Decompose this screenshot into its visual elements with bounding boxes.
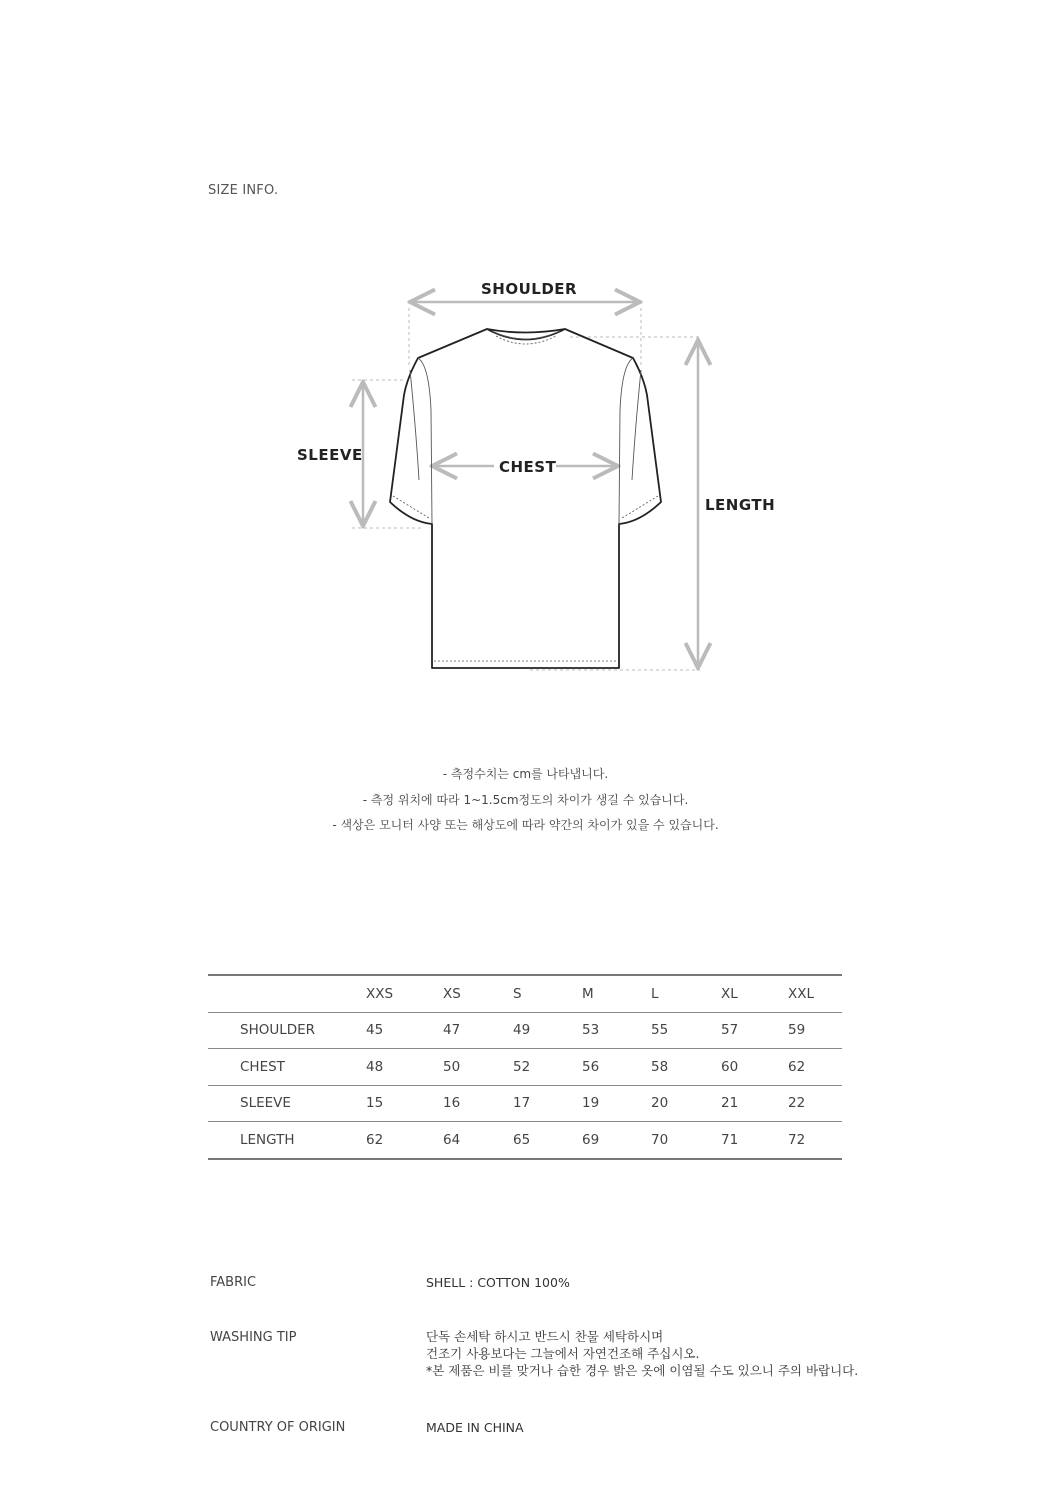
washing-tip-line: 건조기 사용보다는 그늘에서 자연건조해 주십시오. [426,1346,700,1361]
washing-tip-line: *본 제품은 비를 맞거나 습한 경우 밝은 옷에 이염될 수도 있으니 주의 바랍니다. [426,1363,859,1378]
table-header-cell: XL [721,985,738,1002]
section-title: SIZE INFO. [208,183,279,198]
table-cell: 55 [651,1022,669,1039]
table-cell: 52 [513,1058,531,1075]
table-cell: 16 [443,1095,461,1112]
table-cell: 64 [443,1131,461,1148]
row-label: SHOULDER [240,1022,316,1039]
table-cell: 22 [788,1095,806,1112]
table-cell: 62 [366,1131,384,1148]
table-cell: 69 [582,1131,600,1148]
table-row [208,1012,842,1049]
table-header-cell: M [582,985,594,1002]
table-header-row [208,975,842,1012]
row-label: CHEST [240,1058,285,1075]
note-line: - 측정 위치에 따라 1~1.5cm정도의 차이가 생길 수 있습니다. [362,792,689,807]
table-cell: 58 [651,1058,669,1075]
table-row [208,1049,842,1086]
washing-tip-text [426,1328,858,1379]
table-cell: 57 [721,1022,739,1039]
fabric-value: SHELL : COTTON 100% [426,1275,570,1290]
washing-tip-line: 단독 손세탁 하시고 반드시 찬물 세탁하시며 [426,1329,664,1344]
table-row [208,1085,842,1122]
guide-lines [352,308,700,670]
country-of-origin-label: COUNTRY OF ORIGIN [210,1420,346,1435]
table-cell: 56 [582,1058,600,1075]
washing-tip-label: WASHING TIP [210,1330,297,1345]
table-cell: 19 [582,1095,600,1112]
table-header-cell: S [513,985,522,1002]
table-cell: 53 [582,1022,600,1039]
tshirt-outline [390,329,661,668]
table-cell: 72 [788,1131,806,1148]
table-header-empty [208,975,366,1012]
table-cell: 50 [443,1058,461,1075]
length-label: LENGTH [705,496,776,514]
table-cell: 21 [721,1095,739,1112]
measurement-notes [0,762,1051,839]
table-header-cell: XS [443,985,461,1002]
table-cell: 62 [788,1058,806,1075]
table-cell: 20 [651,1095,669,1112]
fabric-label: FABRIC [210,1275,257,1290]
table-header-cell: L [651,985,659,1002]
table-cell: 65 [513,1131,531,1148]
table-cell: 59 [788,1022,806,1039]
table-cell: 71 [721,1131,739,1148]
note-line: - 색상은 모니터 사양 또는 해상도에 따라 약간의 차이가 있을 수 있습니다. [332,818,719,832]
table-cell: 48 [366,1058,384,1075]
tshirt-illustration [280,270,800,690]
table-cell: 15 [366,1095,384,1112]
tshirt-measurement-diagram [280,270,800,690]
size-table [208,974,842,1160]
table-cell: 47 [443,1022,461,1039]
table-cell: 70 [651,1131,669,1148]
table-header-cell: XXS [366,985,394,1002]
table-cell: 17 [513,1095,531,1112]
row-label: LENGTH [240,1131,295,1148]
shoulder-label: SHOULDER [481,280,578,298]
note-line: - 측정수치는 cm를 나타냅니다. [442,767,609,781]
table-row [208,1122,842,1159]
table-cell: 60 [721,1058,739,1075]
sleeve-label: SLEEVE [297,446,363,464]
table-cell: 45 [366,1022,384,1039]
table-header-cell: XXL [788,985,815,1002]
table-cell: 49 [513,1022,531,1039]
chest-label: CHEST [499,458,557,476]
row-label: SLEEVE [240,1095,291,1112]
country-of-origin-value: MADE IN CHINA [426,1420,524,1435]
